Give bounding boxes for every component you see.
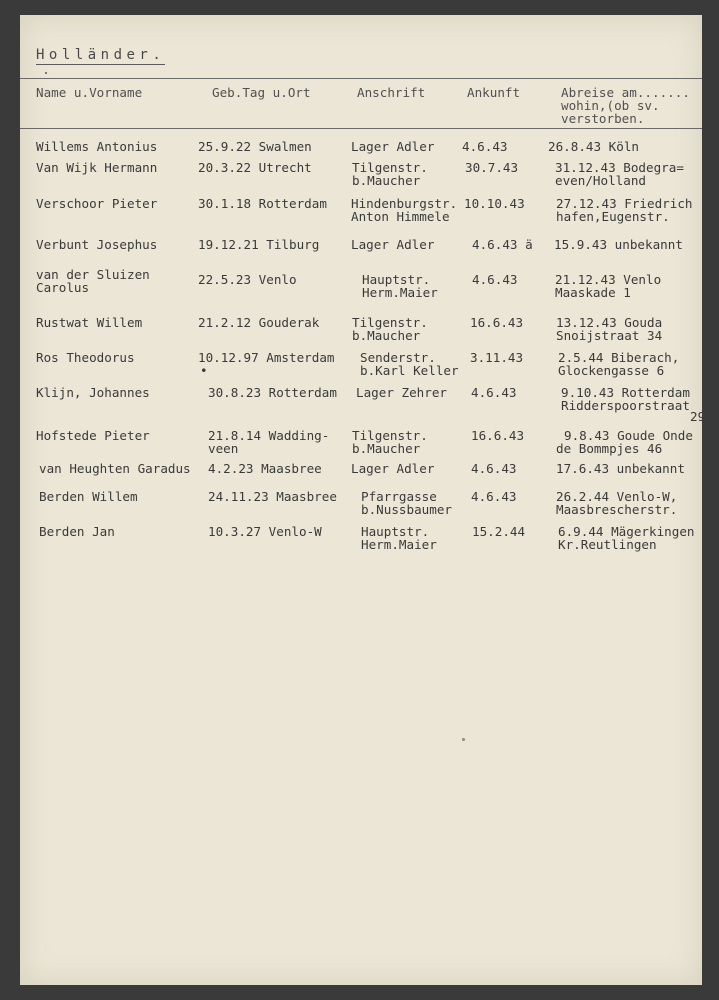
header-name: Name u.Vorname bbox=[36, 85, 143, 100]
row-1-address-1: Tilgenstr. bbox=[352, 160, 428, 175]
row-5-departure-2: Snoijstraat 34 bbox=[556, 328, 663, 343]
row-2-arrival-1: 10.10.43 bbox=[464, 196, 525, 211]
row-6-address-2: b.Karl Keller bbox=[360, 363, 459, 378]
row-1-address-2: b.Maucher bbox=[352, 173, 421, 188]
row-3-name-1: Verbunt Josephus bbox=[36, 237, 158, 252]
row-7-departure-2: Ridderspoorstraat bbox=[561, 398, 690, 413]
row-8-name-1: Hofstede Pieter bbox=[36, 428, 150, 443]
row-6-birth-2: • bbox=[200, 363, 208, 378]
row-5-birth-1: 21.2.12 Gouderak bbox=[198, 315, 320, 330]
row-6-birth-1: 10.12.97 Amsterdam bbox=[198, 350, 335, 365]
page-title: Holländer. bbox=[36, 47, 166, 63]
row-9-name-1: van Heughten Garadus bbox=[39, 461, 191, 476]
row-10-departure-2: Maasbrescherstr. bbox=[556, 502, 678, 517]
row-3-departure-1: 15.9.43 unbekannt bbox=[554, 237, 683, 252]
row-4-name-2: Carolus bbox=[36, 280, 90, 295]
stray-ink-dot bbox=[45, 72, 47, 74]
row-8-arrival-1: 16.6.43 bbox=[471, 428, 525, 443]
row-7-address-1: Lager Zehrer bbox=[356, 385, 447, 400]
row-0-arrival-1: 4.6.43 bbox=[462, 139, 508, 154]
row-5-name-1: Rustwat Willem bbox=[36, 315, 143, 330]
row-0-name-1: Willems Antonius bbox=[36, 139, 158, 154]
row-10-birth-1: 24.11.23 Maasbree bbox=[208, 489, 337, 504]
row-3-address-1: Lager Adler bbox=[351, 237, 435, 252]
row-5-departure-1: 13.12.43 Gouda bbox=[556, 315, 663, 330]
row-5-address-1: Tilgenstr. bbox=[352, 315, 428, 330]
row-7-arrival-1: 4.6.43 bbox=[471, 385, 517, 400]
header-departure-line-1: Abreise am....... bbox=[561, 85, 690, 100]
row-9-address-1: Lager Adler bbox=[351, 461, 435, 476]
row-6-departure-2: Glockengasse 6 bbox=[558, 363, 665, 378]
row-7-birth-1: 30.8.23 Rotterdam bbox=[208, 385, 337, 400]
row-11-name-1: Berden Jan bbox=[39, 524, 115, 539]
header-departure-line-2: wohin,(ob sv. bbox=[561, 98, 660, 113]
row-5-arrival-1: 16.6.43 bbox=[470, 315, 524, 330]
row-9-arrival-1: 4.6.43 bbox=[471, 461, 517, 476]
row-4-departure-1: 21.12.43 Venlo bbox=[555, 272, 662, 287]
row-2-name-1: Verschoor Pieter bbox=[36, 196, 158, 211]
row-2-departure-1: 27.12.43 Friedrich bbox=[556, 196, 693, 211]
header-birth: Geb.Tag u.Ort bbox=[212, 85, 311, 100]
row-6-name-1: Ros Theodorus bbox=[36, 350, 135, 365]
row-4-arrival-1: 4.6.43 bbox=[472, 272, 518, 287]
row-1-name-1: Van Wijk Hermann bbox=[36, 160, 158, 175]
row-6-address-1: Senderstr. bbox=[360, 350, 436, 365]
header-departure-line-3: verstorben. bbox=[561, 111, 645, 126]
row-2-address-1: Hindenburgstr. bbox=[351, 196, 458, 211]
header-top-rule bbox=[20, 78, 702, 79]
row-11-arrival-1: 15.2.44 bbox=[472, 524, 526, 539]
row-7-departure-3: 29 bbox=[690, 409, 706, 424]
row-0-departure-1: 26.8.43 Köln bbox=[548, 139, 639, 154]
row-4-address-1: Hauptstr. bbox=[362, 272, 431, 287]
row-7-name-1: Klijn, Johannes bbox=[36, 385, 150, 400]
row-4-birth-1: 22.5.23 Venlo bbox=[198, 272, 297, 287]
row-4-departure-2: Maaskade 1 bbox=[555, 285, 631, 300]
row-10-departure-1: 26.2.44 Venlo-W, bbox=[556, 489, 678, 504]
row-10-name-1: Berden Willem bbox=[39, 489, 138, 504]
row-1-arrival-1: 30.7.43 bbox=[465, 160, 519, 175]
row-2-birth-1: 30.1.18 Rotterdam bbox=[198, 196, 327, 211]
row-11-address-1: Hauptstr. bbox=[361, 524, 430, 539]
row-6-departure-1: 2.5.44 Biberach, bbox=[558, 350, 680, 365]
row-5-address-2: b.Maucher bbox=[352, 328, 421, 343]
row-0-address-1: Lager Adler bbox=[351, 139, 435, 154]
row-8-departure-2: de Bommpjes 46 bbox=[556, 441, 663, 456]
row-0-birth-1: 25.9.22 Swalmen bbox=[198, 139, 312, 154]
row-6-arrival-1: 3.11.43 bbox=[470, 350, 524, 365]
row-9-departure-1: 17.6.43 unbekannt bbox=[556, 461, 685, 476]
row-3-arrival-1: 4.6.43 ä bbox=[472, 237, 533, 252]
row-8-address-2: b.Maucher bbox=[352, 441, 421, 456]
row-7-departure-1: 9.10.43 Rotterdam bbox=[561, 385, 690, 400]
header-address: Anschrift bbox=[357, 85, 426, 100]
row-4-address-2: Herm.Maier bbox=[362, 285, 438, 300]
header-bottom-rule bbox=[20, 128, 702, 129]
row-9-birth-1: 4.2.23 Maasbree bbox=[208, 461, 322, 476]
row-1-birth-1: 20.3.22 Utrecht bbox=[198, 160, 312, 175]
row-2-departure-2: hafen,Eugenstr. bbox=[556, 209, 670, 224]
row-10-arrival-1: 4.6.43 bbox=[471, 489, 517, 504]
row-11-address-2: Herm.Maier bbox=[361, 537, 437, 552]
row-1-departure-1: 31.12.43 Bodegra= bbox=[555, 160, 684, 175]
row-3-birth-1: 19.12.21 Tilburg bbox=[198, 237, 320, 252]
row-8-birth-1: 21.8.14 Wadding- bbox=[208, 428, 330, 443]
row-11-departure-1: 6.9.44 Mägerkingen bbox=[558, 524, 695, 539]
row-11-departure-2: Kr.Reutlingen bbox=[558, 537, 657, 552]
row-11-birth-1: 10.3.27 Venlo-W bbox=[208, 524, 322, 539]
row-10-address-1: Pfarrgasse bbox=[361, 489, 437, 504]
row-8-birth-2: veen bbox=[208, 441, 239, 456]
header-arrival: Ankunft bbox=[467, 85, 521, 100]
row-4-name-1: van der Sluizen bbox=[36, 267, 150, 282]
stray-mark bbox=[462, 738, 465, 741]
row-10-address-2: b.Nussbaumer bbox=[361, 502, 452, 517]
row-1-departure-2: even/Holland bbox=[555, 173, 646, 188]
row-8-address-1: Tilgenstr. bbox=[352, 428, 428, 443]
row-8-departure-1: 9.8.43 Goude Onde bbox=[564, 428, 693, 443]
row-2-address-2: Anton Himmele bbox=[351, 209, 450, 224]
